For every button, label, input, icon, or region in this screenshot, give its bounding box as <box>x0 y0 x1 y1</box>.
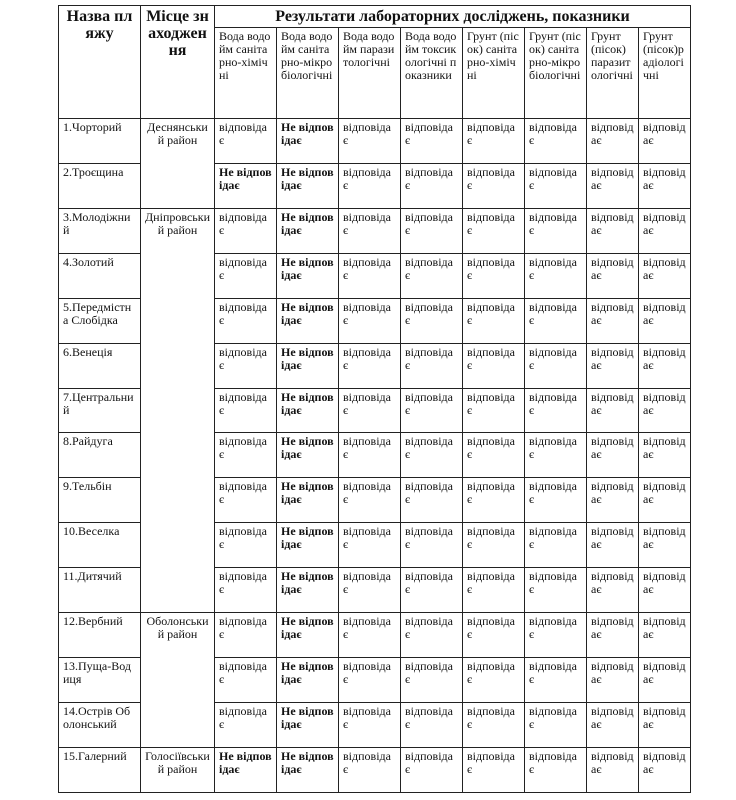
result-cell-water-parasitological: відповідає <box>339 298 401 343</box>
result-cell-water-parasitological: відповідає <box>339 253 401 298</box>
result-cell-water-parasitological: відповідає <box>339 208 401 253</box>
result-cell-soil-parasitological: відповідає <box>587 568 639 613</box>
district-cell: Голосіївський район <box>141 747 215 792</box>
result-cell-water-parasitological: відповідає <box>339 702 401 747</box>
result-cell-water-sanitary-microbiological: Не відповідає <box>277 388 339 433</box>
result-cell-water-sanitary-chemical: Не відповідає <box>215 747 277 792</box>
result-cell-soil-radiological: відповідає <box>639 119 691 164</box>
beach-name-cell: 2.Троєщина <box>59 163 141 208</box>
result-cell-water-sanitary-chemical: відповідає <box>215 568 277 613</box>
result-cell-soil-sanitary-microbiological: відповідає <box>525 658 587 703</box>
beach-name-cell: 6.Венеція <box>59 343 141 388</box>
result-cell-water-sanitary-chemical: відповідає <box>215 478 277 523</box>
result-cell-soil-sanitary-microbiological: відповідає <box>525 478 587 523</box>
result-cell-soil-parasitological: відповідає <box>587 523 639 568</box>
table-row <box>59 119 691 164</box>
result-cell-soil-sanitary-microbiological: відповідає <box>525 702 587 747</box>
result-cell-water-sanitary-microbiological: Не відповідає <box>277 343 339 388</box>
header-soil-parasitological: Грунт (пісок) паразитологічні <box>587 28 639 119</box>
result-cell-soil-sanitary-chemical: відповідає <box>463 119 525 164</box>
result-cell-water-sanitary-chemical: відповідає <box>215 433 277 478</box>
result-cell-water-toxicological: відповідає <box>401 613 463 658</box>
result-cell-soil-sanitary-chemical: відповідає <box>463 388 525 433</box>
result-cell-water-parasitological: відповідає <box>339 433 401 478</box>
result-cell-water-sanitary-microbiological: Не відповідає <box>277 568 339 613</box>
header-soil-sanitary-chemical: Грунт (пісок) санітарно-хімічні <box>463 28 525 119</box>
result-cell-soil-parasitological: відповідає <box>587 478 639 523</box>
result-cell-soil-sanitary-microbiological: відповідає <box>525 298 587 343</box>
result-cell-soil-radiological: відповідає <box>639 702 691 747</box>
result-cell-water-sanitary-microbiological: Не відповідає <box>277 208 339 253</box>
result-cell-soil-sanitary-chemical: відповідає <box>463 433 525 478</box>
result-cell-soil-parasitological: відповідає <box>587 163 639 208</box>
result-cell-water-sanitary-chemical: відповідає <box>215 388 277 433</box>
result-cell-soil-sanitary-chemical: відповідає <box>463 523 525 568</box>
beach-name-cell: 4.Золотий <box>59 253 141 298</box>
result-cell-soil-parasitological: відповідає <box>587 343 639 388</box>
result-cell-soil-sanitary-chemical: відповідає <box>463 343 525 388</box>
district-cell: Деснянський район <box>141 119 215 209</box>
result-cell-water-toxicological: відповідає <box>401 163 463 208</box>
result-cell-water-toxicological: відповідає <box>401 747 463 792</box>
table-row <box>59 208 691 253</box>
result-cell-water-parasitological: відповідає <box>339 613 401 658</box>
result-cell-soil-parasitological: відповідає <box>587 388 639 433</box>
result-cell-water-sanitary-chemical: відповідає <box>215 208 277 253</box>
result-cell-soil-sanitary-chemical: відповідає <box>463 568 525 613</box>
result-cell-water-sanitary-chemical: відповідає <box>215 298 277 343</box>
header-water-sanitary-microbiological: Вода водойм санітарно-мікробіологічні <box>277 28 339 119</box>
result-cell-soil-sanitary-chemical: відповідає <box>463 163 525 208</box>
result-cell-soil-radiological: відповідає <box>639 523 691 568</box>
result-cell-soil-radiological: відповідає <box>639 747 691 792</box>
result-cell-water-sanitary-microbiological: Не відповідає <box>277 747 339 792</box>
result-cell-soil-radiological: відповідає <box>639 613 691 658</box>
result-cell-soil-sanitary-chemical: відповідає <box>463 747 525 792</box>
result-cell-water-sanitary-chemical: відповідає <box>215 613 277 658</box>
result-cell-soil-sanitary-microbiological: відповідає <box>525 433 587 478</box>
result-cell-soil-sanitary-microbiological: відповідає <box>525 343 587 388</box>
result-cell-soil-radiological: відповідає <box>639 253 691 298</box>
result-cell-water-sanitary-microbiological: Не відповідає <box>277 433 339 478</box>
result-cell-water-sanitary-microbiological: Не відповідає <box>277 478 339 523</box>
lab-results-table <box>58 5 691 793</box>
result-cell-soil-sanitary-chemical: відповідає <box>463 208 525 253</box>
table-row <box>59 613 691 658</box>
result-cell-soil-sanitary-chemical: відповідає <box>463 702 525 747</box>
table-row <box>59 747 691 792</box>
result-cell-soil-parasitological: відповідає <box>587 747 639 792</box>
beach-name-cell: 14.Острів Оболонський <box>59 702 141 747</box>
result-cell-water-parasitological: відповідає <box>339 658 401 703</box>
result-cell-soil-parasitological: відповідає <box>587 613 639 658</box>
result-cell-water-toxicological: відповідає <box>401 208 463 253</box>
result-cell-soil-sanitary-chemical: відповідає <box>463 478 525 523</box>
result-cell-water-parasitological: відповідає <box>339 388 401 433</box>
beach-name-cell: 11.Дитячий <box>59 568 141 613</box>
beach-name-cell: 5.Передмістна Слобідка <box>59 298 141 343</box>
result-cell-water-parasitological: відповідає <box>339 478 401 523</box>
header-water-toxicological: Вода водойм токсикологічні показники <box>401 28 463 119</box>
table-body <box>59 119 691 793</box>
result-cell-water-sanitary-chemical: відповідає <box>215 702 277 747</box>
beach-name-cell: 13.Пуща-Водиця <box>59 658 141 703</box>
result-cell-water-sanitary-chemical: відповідає <box>215 343 277 388</box>
result-cell-soil-radiological: відповідає <box>639 343 691 388</box>
result-cell-soil-sanitary-microbiological: відповідає <box>525 208 587 253</box>
result-cell-soil-radiological: відповідає <box>639 388 691 433</box>
result-cell-soil-parasitological: відповідає <box>587 119 639 164</box>
result-cell-soil-parasitological: відповідає <box>587 658 639 703</box>
result-cell-water-toxicological: відповідає <box>401 568 463 613</box>
result-cell-soil-sanitary-chemical: відповідає <box>463 613 525 658</box>
result-cell-soil-sanitary-microbiological: відповідає <box>525 253 587 298</box>
result-cell-water-sanitary-chemical: Не відповідає <box>215 163 277 208</box>
result-cell-soil-parasitological: відповідає <box>587 253 639 298</box>
result-cell-water-toxicological: відповідає <box>401 702 463 747</box>
result-cell-soil-sanitary-chemical: відповідає <box>463 298 525 343</box>
result-cell-soil-radiological: відповідає <box>639 433 691 478</box>
beach-name-cell: 9.Тельбін <box>59 478 141 523</box>
result-cell-water-parasitological: відповідає <box>339 343 401 388</box>
result-cell-soil-radiological: відповідає <box>639 568 691 613</box>
result-cell-water-sanitary-chemical: відповідає <box>215 119 277 164</box>
result-cell-soil-sanitary-chemical: відповідає <box>463 658 525 703</box>
beach-name-cell: 8.Райдуга <box>59 433 141 478</box>
beach-name-cell: 15.Галерний <box>59 747 141 792</box>
beach-name-cell: 12.Вербний <box>59 613 141 658</box>
header-water-sanitary-chemical: Вода водойм санітарно-хімічні <box>215 28 277 119</box>
result-cell-water-parasitological: відповідає <box>339 523 401 568</box>
header-soil-radiological: Грунт (пісок)радіологічні <box>639 28 691 119</box>
header-beach-name: Назва пляжу <box>59 6 141 119</box>
result-cell-water-toxicological: відповідає <box>401 253 463 298</box>
district-cell: Дніпровський район <box>141 208 215 612</box>
result-cell-soil-sanitary-chemical: відповідає <box>463 253 525 298</box>
result-cell-soil-sanitary-microbiological: відповідає <box>525 163 587 208</box>
result-cell-soil-sanitary-microbiological: відповідає <box>525 119 587 164</box>
beach-name-cell: 7.Центральний <box>59 388 141 433</box>
result-cell-soil-radiological: відповідає <box>639 478 691 523</box>
result-cell-water-toxicological: відповідає <box>401 119 463 164</box>
result-cell-soil-sanitary-microbiological: відповідає <box>525 613 587 658</box>
result-cell-water-sanitary-microbiological: Не відповідає <box>277 613 339 658</box>
result-cell-soil-parasitological: відповідає <box>587 702 639 747</box>
result-cell-soil-radiological: відповідає <box>639 298 691 343</box>
result-cell-soil-sanitary-microbiological: відповідає <box>525 388 587 433</box>
result-cell-soil-parasitological: відповідає <box>587 208 639 253</box>
beach-name-cell: 10.Веселка <box>59 523 141 568</box>
result-cell-water-toxicological: відповідає <box>401 478 463 523</box>
beach-name-cell: 3.Молодіжний <box>59 208 141 253</box>
result-cell-soil-parasitological: відповідає <box>587 433 639 478</box>
result-cell-soil-radiological: відповідає <box>639 208 691 253</box>
result-cell-water-toxicological: відповідає <box>401 523 463 568</box>
result-cell-water-sanitary-microbiological: Не відповідає <box>277 253 339 298</box>
result-cell-soil-parasitological: відповідає <box>587 298 639 343</box>
result-cell-water-sanitary-microbiological: Не відповідає <box>277 163 339 208</box>
result-cell-water-sanitary-microbiological: Не відповідає <box>277 119 339 164</box>
header-soil-sanitary-microbiological: Грунт (пісок) санітарно-мікробіологічні <box>525 28 587 119</box>
header-water-parasitological: Вода водойм паразитологічні <box>339 28 401 119</box>
result-cell-soil-sanitary-microbiological: відповідає <box>525 747 587 792</box>
result-cell-soil-radiological: відповідає <box>639 163 691 208</box>
result-cell-water-sanitary-microbiological: Не відповідає <box>277 658 339 703</box>
result-cell-water-sanitary-chemical: відповідає <box>215 253 277 298</box>
result-cell-water-sanitary-microbiological: Не відповідає <box>277 298 339 343</box>
result-cell-water-toxicological: відповідає <box>401 343 463 388</box>
result-cell-water-sanitary-microbiological: Не відповідає <box>277 702 339 747</box>
result-cell-water-parasitological: відповідає <box>339 747 401 792</box>
result-cell-soil-sanitary-microbiological: відповідає <box>525 568 587 613</box>
result-cell-water-toxicological: відповідає <box>401 658 463 703</box>
result-cell-water-sanitary-chemical: відповідає <box>215 658 277 703</box>
result-cell-water-parasitological: відповідає <box>339 119 401 164</box>
result-cell-water-toxicological: відповідає <box>401 388 463 433</box>
result-cell-water-toxicological: відповідає <box>401 433 463 478</box>
result-cell-water-parasitological: відповідає <box>339 568 401 613</box>
beach-name-cell: 1.Чорторий <box>59 119 141 164</box>
result-cell-water-sanitary-microbiological: Не відповідає <box>277 523 339 568</box>
result-cell-water-toxicological: відповідає <box>401 298 463 343</box>
result-cell-water-sanitary-chemical: відповідає <box>215 523 277 568</box>
result-cell-soil-radiological: відповідає <box>639 658 691 703</box>
district-cell: Оболонський район <box>141 613 215 748</box>
result-cell-soil-sanitary-microbiological: відповідає <box>525 523 587 568</box>
header-location: Місце знаходження <box>141 6 215 119</box>
result-cell-water-parasitological: відповідає <box>339 163 401 208</box>
header-results: Результати лабораторних досліджень, показники <box>215 6 691 28</box>
